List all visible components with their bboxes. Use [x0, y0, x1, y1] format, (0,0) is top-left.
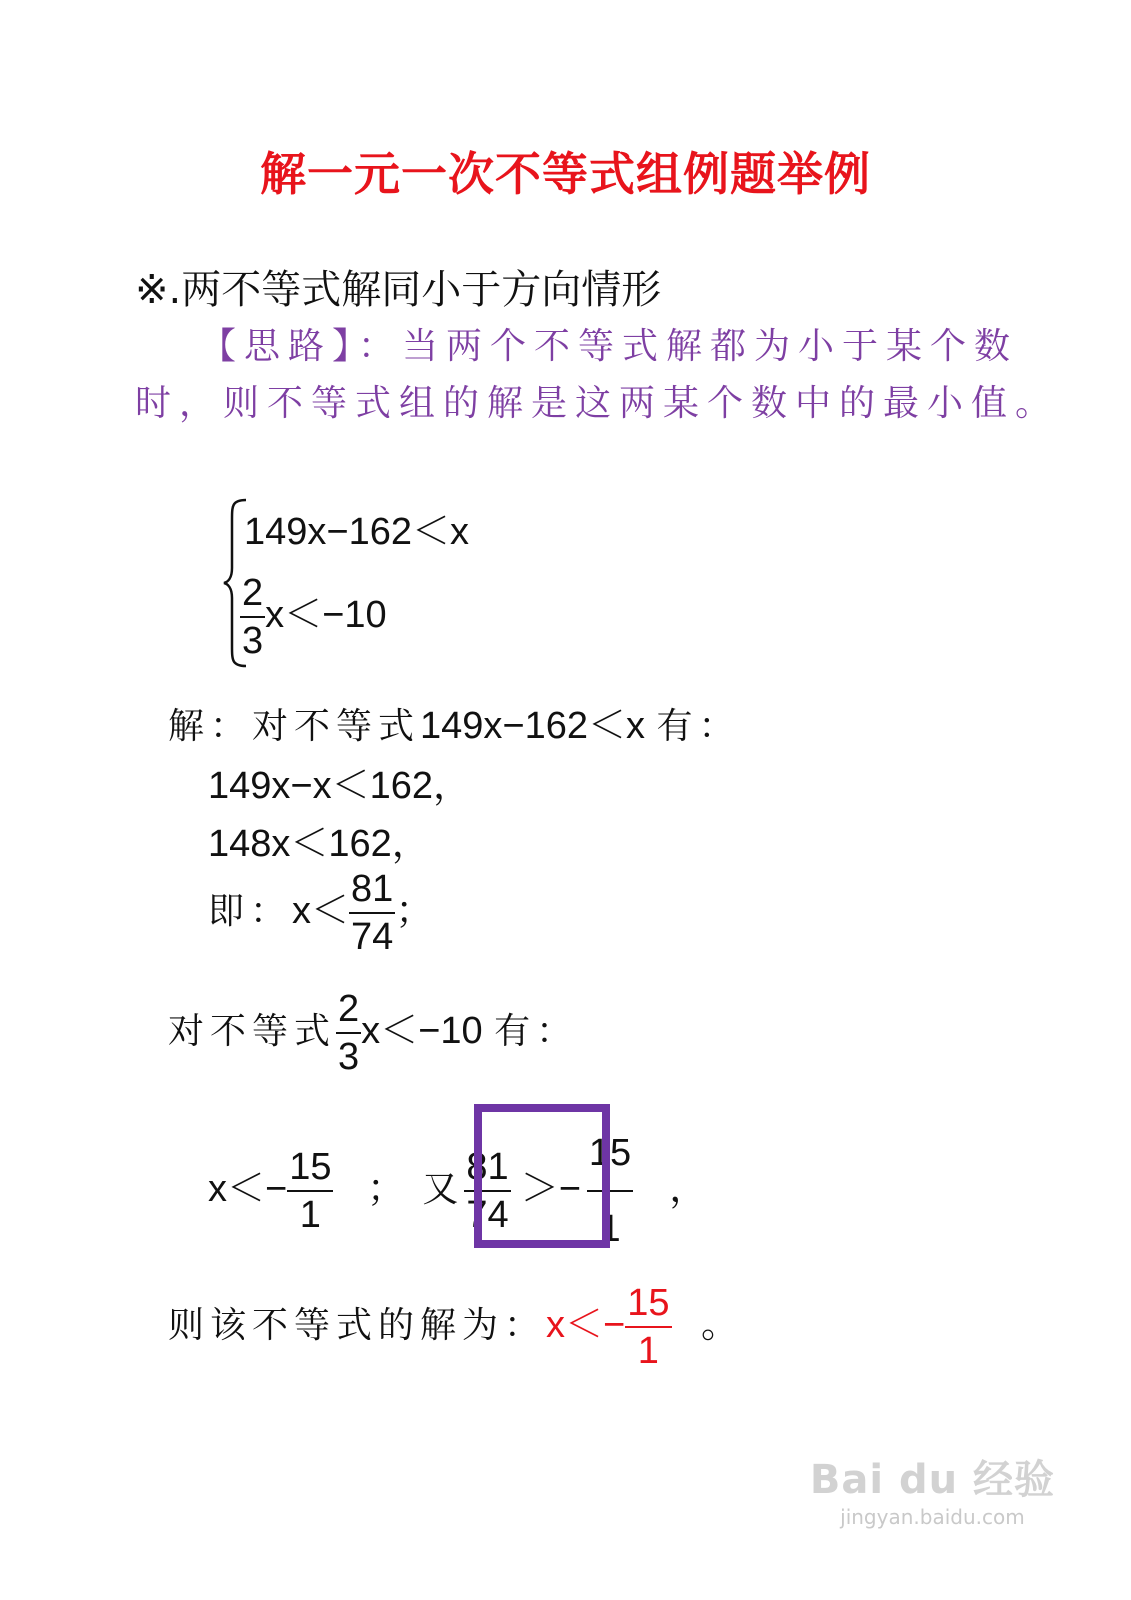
solution-step-2: 148x＜162，	[208, 823, 430, 865]
final-x: x＜−	[546, 1304, 626, 1346]
denominator: 1	[637, 1330, 659, 1372]
numerator: 2	[336, 990, 361, 1034]
denominator: 3	[338, 1036, 360, 1078]
idea-line-2: 时，则不等式组的解是这两某个数中的最小值。	[135, 383, 1060, 424]
section-heading: ※.两不等式解同小于方向情形	[135, 267, 662, 313]
solution-intro	[168, 694, 740, 749]
second-suffix: 有：	[494, 1011, 579, 1052]
numerator: 15	[625, 1284, 671, 1328]
numerator: 81	[464, 1148, 510, 1192]
denominator: 3	[242, 620, 264, 662]
watermark	[810, 1448, 1055, 1529]
fraction	[349, 870, 395, 956]
equation-rest: x＜−10	[265, 594, 387, 637]
comparison-line	[208, 1134, 707, 1248]
denominator: 1	[599, 1208, 621, 1250]
watermark-brand: Bai du 经验	[809, 1457, 1055, 1503]
second-prefix: 对不等式	[168, 1011, 337, 1052]
intro-expression: 149x−162＜x	[420, 705, 646, 747]
again-label: 又	[422, 1169, 465, 1210]
system-equation-1: 149x−162＜x	[244, 511, 469, 553]
page-title: 解一元一次不等式组例题举例	[260, 147, 871, 201]
final-answer	[168, 1284, 739, 1370]
solution-step-1: 149x−x＜162，	[208, 765, 471, 807]
numerator: 15	[287, 1148, 333, 1192]
denominator: 1	[299, 1194, 321, 1236]
highlight-box	[474, 1104, 610, 1248]
semicolon: ；	[366, 1168, 405, 1210]
system-equation-2	[240, 574, 387, 660]
second-intro	[168, 990, 578, 1076]
solution-step-3	[208, 870, 433, 956]
fraction	[240, 574, 265, 660]
final-prefix: 则该不等式的解为：	[168, 1305, 547, 1346]
denominator: 74	[351, 916, 394, 958]
fraction	[336, 990, 361, 1076]
watermark-url: jingyan.baidu.com	[840, 1505, 1025, 1529]
intro-suffix: 有：	[656, 706, 741, 747]
fraction	[287, 1148, 333, 1234]
second-rest: x＜−10	[361, 1010, 483, 1052]
comma: ，	[669, 1168, 708, 1210]
step3-prefix: 即：	[208, 891, 293, 932]
intro-prefix: 解：对不等式	[168, 706, 421, 747]
numerator: 15	[587, 1134, 633, 1192]
final-period: 。	[700, 1304, 739, 1346]
result-x: x＜−	[208, 1168, 288, 1210]
denominator: 74	[466, 1194, 509, 1236]
fraction	[625, 1284, 671, 1370]
step3-end: ；	[395, 890, 434, 932]
numerator: 81	[349, 870, 395, 914]
greater-than: ＞−	[520, 1168, 581, 1210]
numerator: 2	[240, 574, 265, 618]
step3-x: x＜	[292, 890, 350, 932]
idea-line-1: 【思路】：当两个不等式解都为小于某个数	[200, 326, 1019, 367]
